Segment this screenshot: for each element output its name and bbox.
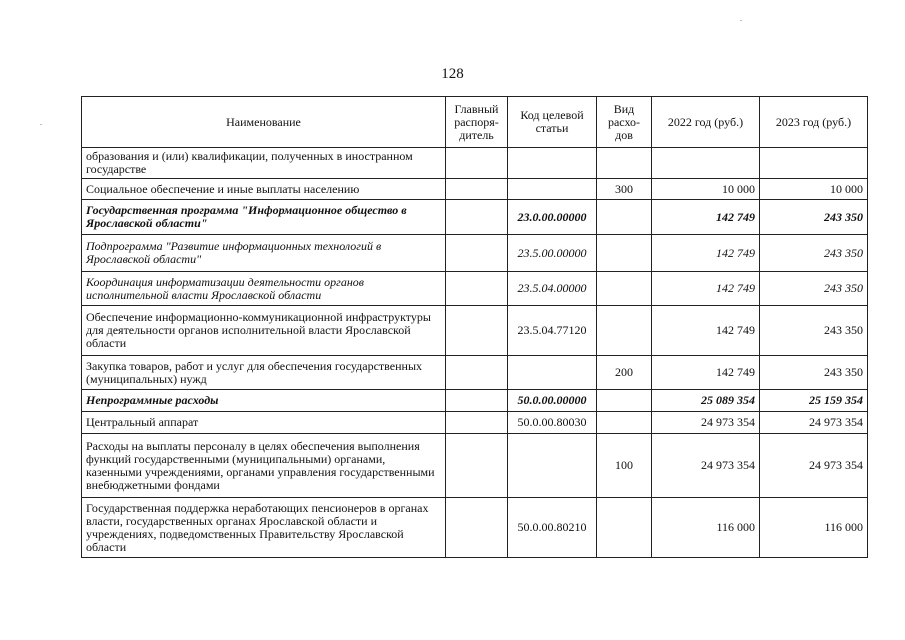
row-amount-2022: 24 973 354 [652, 434, 760, 498]
row-admin [446, 235, 508, 272]
row-admin [446, 179, 508, 200]
table-row [82, 306, 868, 356]
row-type [597, 306, 652, 356]
row-type [597, 148, 652, 179]
row-amount-2022 [652, 148, 760, 179]
row-amount-2022: 142 749 [652, 306, 760, 356]
column-header-admin: Главный распоря- дитель [446, 97, 508, 148]
table-row [82, 412, 868, 434]
column-header-2022: 2022 год (руб.) [652, 97, 760, 148]
row-name: Государственная программа "Информационное общество в Ярославской области" [82, 200, 446, 235]
row-type [597, 498, 652, 558]
row-admin [446, 272, 508, 306]
row-amount-2023: 243 350 [760, 235, 868, 272]
row-name: Обеспечение информационно-коммуникационной инфраструктуры для деятельности органов исполнительной власти Ярославской области [82, 306, 446, 356]
row-amount-2023: 243 350 [760, 200, 868, 235]
row-name: образования и (или) квалификации, полученных в иностранном государстве [82, 148, 446, 179]
budget-table [81, 96, 868, 558]
row-admin [446, 412, 508, 434]
row-code [508, 356, 597, 390]
row-amount-2022: 116 000 [652, 498, 760, 558]
row-code [508, 148, 597, 179]
row-amount-2023: 10 000 [760, 179, 868, 200]
row-code: 23.0.00.00000 [508, 200, 597, 235]
row-name: Социальное обеспечение и иные выплаты населению [82, 179, 446, 200]
row-amount-2022: 142 749 [652, 200, 760, 235]
row-amount-2023: 116 000 [760, 498, 868, 558]
row-code: 23.5.00.00000 [508, 235, 597, 272]
row-admin [446, 390, 508, 412]
scan-speck [740, 20, 742, 21]
table-row [82, 498, 868, 558]
row-admin [446, 148, 508, 179]
row-amount-2022: 142 749 [652, 272, 760, 306]
row-amount-2022: 142 749 [652, 235, 760, 272]
row-type [597, 412, 652, 434]
row-code: 23.5.04.77120 [508, 306, 597, 356]
row-type [597, 390, 652, 412]
row-amount-2023: 25 159 354 [760, 390, 868, 412]
row-admin [446, 306, 508, 356]
row-admin [446, 498, 508, 558]
table-row [82, 235, 868, 272]
row-admin [446, 200, 508, 235]
row-amount-2023: 243 350 [760, 356, 868, 390]
page-number: 128 [441, 66, 464, 82]
row-amount-2023: 24 973 354 [760, 434, 868, 498]
row-code: 50.0.00.80030 [508, 412, 597, 434]
row-type: 100 [597, 434, 652, 498]
row-amount-2023: 243 350 [760, 306, 868, 356]
row-name: Подпрограмма "Развитие информационных технологий в Ярославской области" [82, 235, 446, 272]
row-admin [446, 356, 508, 390]
table-row [82, 200, 868, 235]
column-header-type: Вид расхо- дов [597, 97, 652, 148]
table-row [82, 434, 868, 498]
row-type [597, 272, 652, 306]
row-name: Непрограммные расходы [82, 390, 446, 412]
row-amount-2022: 24 973 354 [652, 412, 760, 434]
table-header-row [82, 97, 868, 148]
table-row [82, 179, 868, 200]
row-amount-2023: 243 350 [760, 272, 868, 306]
row-name: Центральный аппарат [82, 412, 446, 434]
row-name: Расходы на выплаты персоналу в целях обеспечения выполнения функций государственными (муниципальными) органами, казенными учреждениями, органами управления государственными внебюджетными фондами [82, 434, 446, 498]
row-amount-2022: 25 089 354 [652, 390, 760, 412]
row-type [597, 200, 652, 235]
scan-speck [40, 124, 42, 125]
row-type: 300 [597, 179, 652, 200]
row-code: 23.5.04.00000 [508, 272, 597, 306]
table-row [82, 356, 868, 390]
column-header-name: Наименование [82, 97, 446, 148]
table-row [82, 390, 868, 412]
row-amount-2023 [760, 148, 868, 179]
row-amount-2022: 10 000 [652, 179, 760, 200]
row-code [508, 179, 597, 200]
table-row [82, 272, 868, 306]
table-row [82, 148, 868, 179]
row-type: 200 [597, 356, 652, 390]
row-code: 50.0.00.00000 [508, 390, 597, 412]
row-code [508, 434, 597, 498]
row-amount-2023: 24 973 354 [760, 412, 868, 434]
column-header-2023: 2023 год (руб.) [760, 97, 868, 148]
row-admin [446, 434, 508, 498]
row-type [597, 235, 652, 272]
row-code: 50.0.00.80210 [508, 498, 597, 558]
row-name: Государственная поддержка неработающих пенсионеров в органах власти, государственных органах Ярославской области и учреждениях, подведомственных Правительству Ярославской области [82, 498, 446, 558]
row-amount-2022: 142 749 [652, 356, 760, 390]
row-name: Закупка товаров, работ и услуг для обеспечения государственных (муниципальных) нужд [82, 356, 446, 390]
column-header-code: Код целевой статьи [508, 97, 597, 148]
row-name: Координация информатизации деятельности органов исполнительной власти Ярославской области [82, 272, 446, 306]
